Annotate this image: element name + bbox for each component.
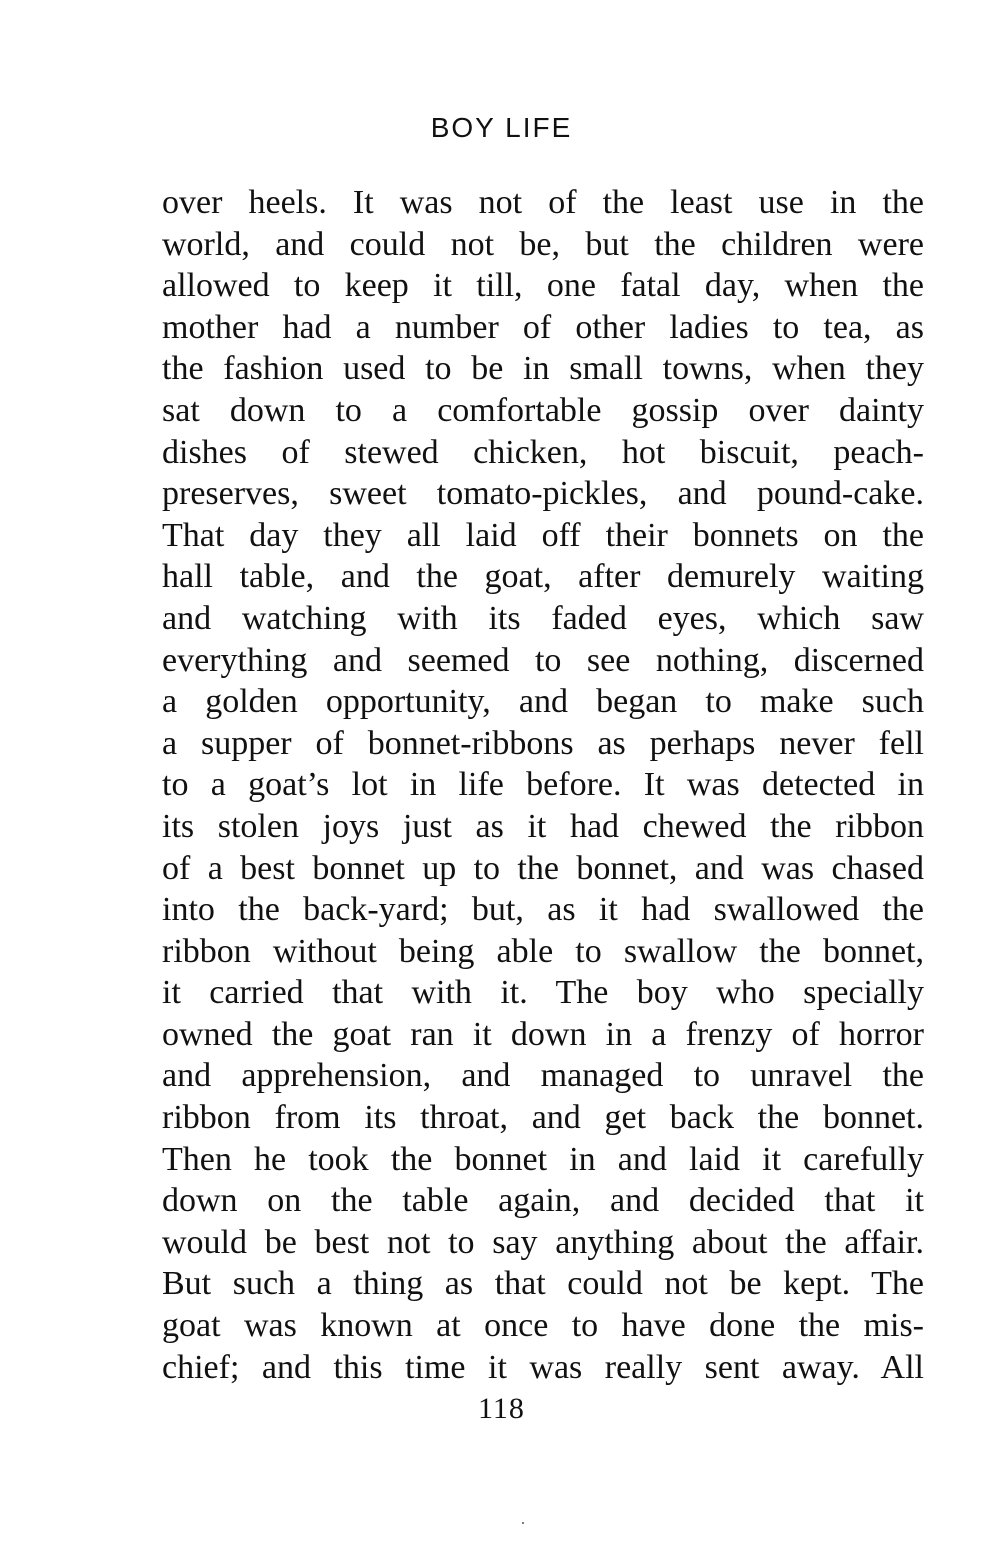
text-line-17: of a best bonnet up to the bonnet, and was chased [162,849,924,887]
text-line-1: over heels. It was not of the least use in the [162,184,924,221]
text-line-14: a supper of bonnet-ribbons as perhaps never fell [162,724,924,762]
text-line-29: chief; and this time it was really sent away. All [162,1348,924,1386]
print-speck [522,1522,524,1524]
text-line-22: and apprehension, and managed to unravel the [162,1057,924,1095]
body-text [162,182,924,1388]
text-line-19: ribbon without being able to swallow the bonnet, [162,932,924,970]
text-line-25: down on the table again, and decided that it [162,1182,924,1220]
text-line-12: everything and seemed to see nothing, discerned [162,641,924,679]
text-line-23: ribbon from its throat, and get back the bonnet. [162,1099,924,1137]
text-line-13: a golden opportunity, and began to make such [162,683,924,721]
text-line-9: That day they all laid off their bonnets on the [162,516,924,554]
text-line-7: dishes of stewed chicken, hot biscuit, peach- [162,433,924,471]
text-line-18: into the back-yard; but, as it had swallowed the [162,891,924,929]
text-line-24: Then he took the bonnet in and laid it carefully [162,1140,924,1178]
text-line-6: sat down to a comfortable gossip over dainty [162,391,924,429]
running-head: BOY LIFE [430,112,573,143]
text-line-3: allowed to keep it till, one fatal day, when the [162,267,924,305]
text-line-8: preserves, sweet tomato-pickles, and pound-cake. [162,475,924,513]
text-line-28: goat was known at once to have done the mis- [162,1307,924,1345]
text-line-21: owned the goat ran it down in a frenzy of horror [162,1015,924,1053]
text-line-5: the fashion used to be in small towns, when they [162,350,924,388]
text-line-16: its stolen joys just as it had chewed the ribbon [162,807,924,845]
text-line-15: to a goat’s lot in life before. It was detected in [162,766,924,804]
text-line-2: world, and could not be, but the children were [162,225,924,263]
text-line-10: hall table, and the goat, after demurely waiting [162,558,924,596]
text-line-11: and watching with its faded eyes, which saw [162,599,924,637]
text-line-4: mother had a number of other ladies to tea, as [162,308,924,346]
page-number: 118 [478,1392,525,1425]
text-line-27: But such a thing as that could not be kept. The [162,1265,924,1303]
text-line-26: would be best not to say anything about the affair. [162,1223,924,1261]
text-line-20: it carried that with it. The boy who specially [162,974,924,1012]
